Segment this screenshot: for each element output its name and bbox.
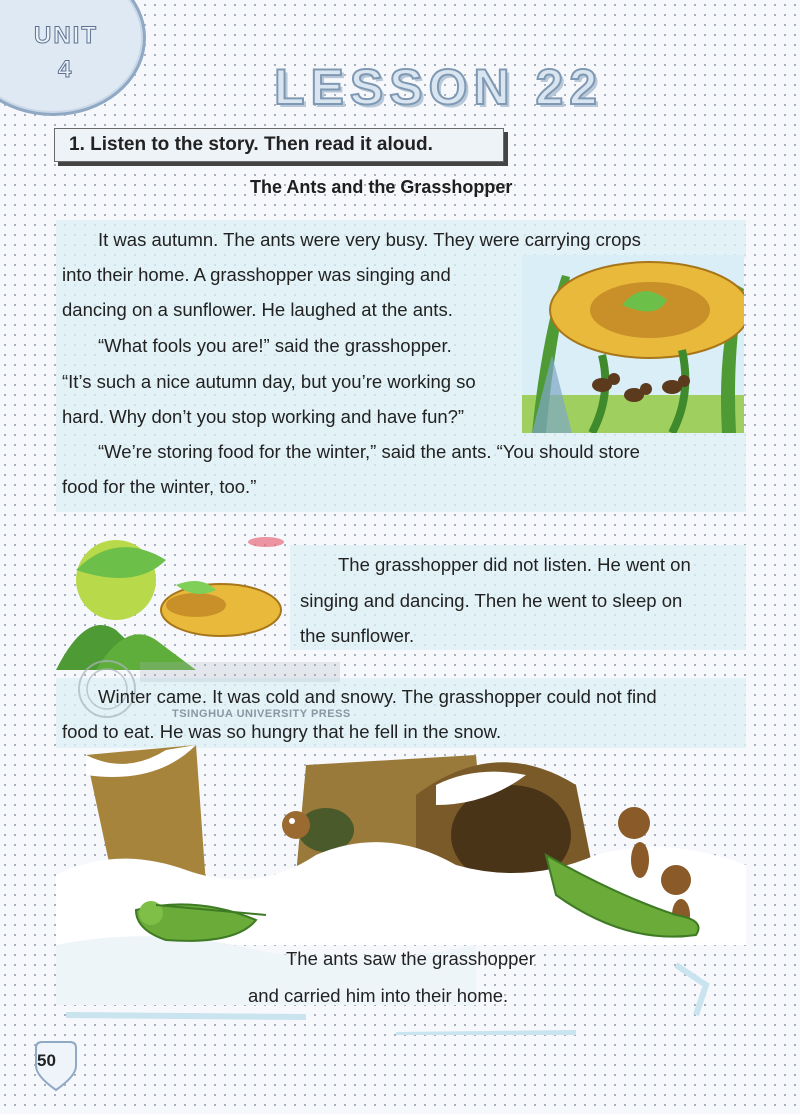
story-line: “What fools you are!” said the grasshopper. — [98, 335, 452, 356]
story-title: The Ants and the Grasshopper — [250, 177, 513, 197]
lesson-title: LESSON 22 — [274, 59, 604, 115]
instruction-text: 1. Listen to the story. Then read it aloud. — [69, 134, 433, 155]
instruction-box — [54, 128, 504, 162]
story-line: hard. Why don’t you stop working and have fun?” — [62, 406, 465, 427]
story-line: Winter came. It was cold and snowy. The grasshopper could not find — [98, 686, 657, 707]
story-line: The grasshopper did not listen. He went on — [338, 554, 691, 575]
unit-badge — [0, 0, 146, 116]
story-line: singing and dancing. Then he went to sleep on — [300, 590, 683, 611]
page-number: 50 — [37, 1051, 56, 1070]
story-line: dancing on a sunflower. He laughed at the ants. — [62, 299, 453, 320]
unit-label: UNIT — [34, 22, 98, 49]
sleeping-grasshopper-illustration — [56, 530, 284, 670]
unit-number: 4 — [58, 56, 72, 83]
story-line: food for the winter, too.” — [62, 476, 257, 497]
story-line: It was autumn. The ants were very busy. They were carrying crops — [98, 229, 641, 250]
press-logo-mark — [140, 662, 340, 682]
story-line: “We’re storing food for the winter,” said the ants. “You should store — [98, 441, 640, 462]
story-line: the sunflower. — [300, 625, 415, 646]
sunflower-ants-illustration — [522, 255, 744, 433]
story-line: “It’s such a nice autumn day, but you’re working so — [62, 371, 476, 392]
watermark-press: TSINGHUA UNIVERSITY PRESS — [172, 708, 351, 720]
story-line: food to eat. He was so hungry that he fell in the snow. — [62, 721, 502, 742]
story-line: The ants saw the grasshopper — [286, 948, 535, 969]
story-line: into their home. A grasshopper was singing and — [62, 264, 451, 285]
story-line: and carried him into their home. — [248, 985, 509, 1006]
